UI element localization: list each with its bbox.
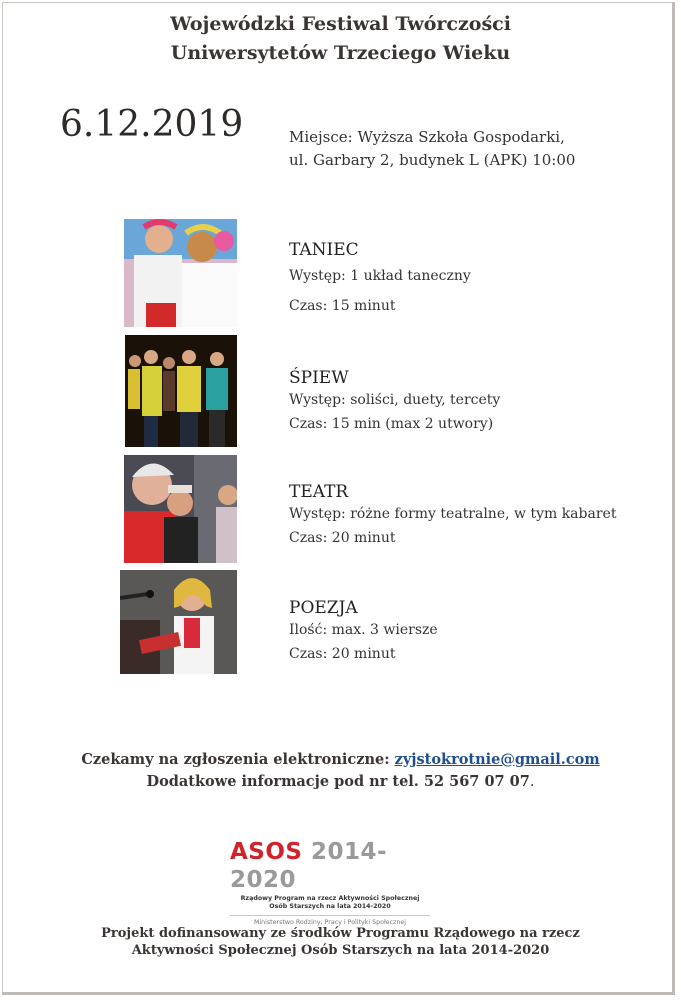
category-name: POEZJA	[289, 598, 358, 618]
category-time: Czas: 20 minut	[289, 530, 396, 546]
logo-program-line-2: Osób Starszych na lata 2014-2020	[269, 903, 391, 910]
logo-years: 2014-2020	[230, 839, 388, 893]
funding-line-1: Projekt dofinansowany ze środków Programu Rządowego na rzecz	[101, 926, 580, 941]
logo-brand: ASOS	[230, 839, 303, 865]
title-line-1: Wojewódzki Festiwal Twórczości	[170, 13, 511, 35]
category-singing	[289, 368, 500, 434]
dance-photo	[124, 219, 237, 327]
category-time: Czas: 15 minut	[289, 298, 396, 314]
event-venue	[289, 126, 575, 172]
title-line-2: Uniwersytetów Trzeciego Wieku	[170, 42, 511, 64]
funding-line-2: Aktywności Społecznej Osób Starszych na lata 2014-2020	[131, 943, 550, 958]
category-time: Czas: 15 min (max 2 utwory)	[289, 416, 494, 432]
category-detail: Występ: 1 układ taneczny	[289, 268, 471, 284]
category-name: ŚPIEW	[289, 368, 349, 388]
logo-divider	[230, 915, 430, 916]
category-name: TANIEC	[289, 240, 359, 260]
venue-line-2: ul. Garbary 2, budynek L (APK) 10:00	[289, 151, 576, 169]
logo-ministry: Ministerstwo Rodziny, Pracy i Polityki Społecznej	[253, 919, 407, 926]
category-time: Czas: 20 minut	[289, 646, 396, 662]
event-date: 6.12.2019	[60, 104, 244, 145]
contact-info	[0, 749, 681, 793]
venue-line-1: Miejsce: Wyższa Szkoła Gospodarki,	[289, 128, 565, 146]
page-title	[0, 10, 681, 68]
funding-note	[0, 925, 681, 959]
category-poetry	[289, 598, 438, 664]
contact-line-1	[0, 749, 681, 771]
contact-line-2	[0, 771, 681, 793]
category-dance	[289, 240, 471, 316]
singing-photo	[125, 335, 237, 447]
category-detail: Występ: soliści, duety, tercety	[289, 392, 501, 408]
category-name: TEATR	[289, 482, 349, 502]
category-detail: Występ: różne formy teatralne, w tym kabaret	[289, 506, 617, 522]
asos-logo	[230, 838, 430, 926]
contact-label: Czekamy na zgłoszenia elektroniczne:	[81, 751, 395, 768]
phone-suffix: .	[529, 774, 535, 790]
category-detail: Ilość: max. 3 wiersze	[289, 622, 438, 638]
email-link[interactable]: zyjstokrotnie@gmail.com	[394, 751, 600, 768]
logo-program-line-1: Rządowy Program na rzecz Aktywności Społecznej	[240, 895, 420, 902]
logo-wordmark	[230, 838, 430, 894]
phone-text: Dodatkowe informacje pod nr tel. 52 567 07 07	[146, 773, 530, 790]
theatre-photo	[124, 455, 237, 563]
poetry-photo	[120, 570, 237, 674]
category-theatre	[289, 482, 616, 548]
